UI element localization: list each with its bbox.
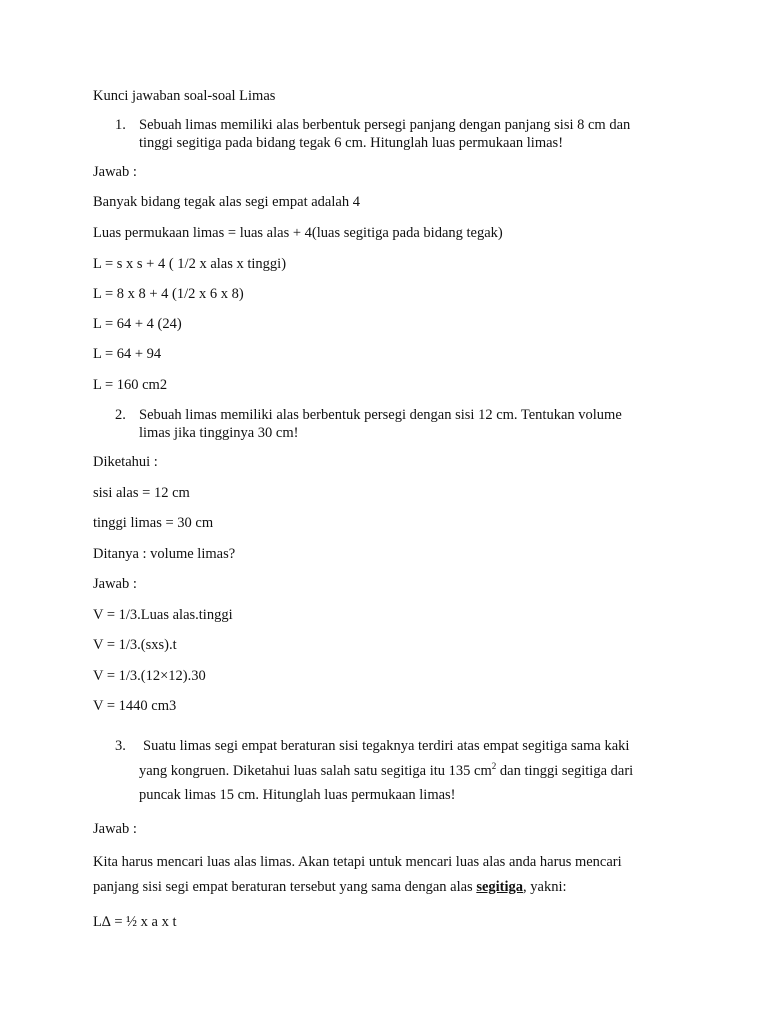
answer-3-para-line-1: Kita harus mencari luas alas limas. Akan tetapi untuk mencari luas alas anda harus mencari bbox=[93, 854, 622, 870]
answer-2-line: V = 1/3.(12×12).30 bbox=[93, 668, 206, 684]
answer-2-line: sisi alas = 12 cm bbox=[93, 485, 190, 501]
answer-2-line: Ditanya : volume limas? bbox=[93, 546, 236, 562]
answer-1-line: L = 160 cm2 bbox=[93, 377, 168, 393]
answer-3-formula: L∆ = ½ x a x t bbox=[93, 914, 177, 930]
answer-2-line: V = 1440 cm3 bbox=[93, 698, 177, 714]
question-2-number: 2. bbox=[115, 407, 126, 423]
question-1-number: 1. bbox=[115, 117, 126, 133]
question-1-text bbox=[139, 116, 674, 152]
answer-1-line: Luas permukaan limas = luas alas + 4(luas segitiga pada bidang tegak) bbox=[93, 225, 503, 241]
answer-3-para-line-2-end: , yakni: bbox=[523, 879, 567, 895]
question-2-text bbox=[139, 406, 674, 442]
answer-1-line: Jawab : bbox=[93, 164, 137, 180]
question-3-line-3: puncak limas 15 cm. Hitunglah luas permukaan limas! bbox=[139, 787, 456, 803]
segitiga-keyword: segitiga bbox=[476, 879, 524, 895]
answer-2-line: V = 1/3.Luas alas.tinggi bbox=[93, 607, 233, 623]
answer-1-line: L = 64 + 94 bbox=[93, 346, 162, 362]
answer-1-line: Banyak bidang tegak alas segi empat adalah 4 bbox=[93, 194, 360, 210]
answer-2-line: Diketahui : bbox=[93, 454, 158, 470]
question-1-line-2: tinggi segitiga pada bidang tegak 6 cm. Hitunglah luas permukaan limas! bbox=[139, 135, 564, 151]
document-title: Kunci jawaban soal-soal Limas bbox=[93, 88, 276, 104]
answer-1-line: L = 64 + 4 (24) bbox=[93, 316, 182, 332]
question-3-number: 3. bbox=[115, 738, 126, 754]
question-3-line-2-text: yang kongruen. Diketahui luas salah satu segitiga itu 135 cm bbox=[139, 763, 492, 779]
question-3-line-2 bbox=[139, 762, 633, 780]
answer-3-jawab: Jawab : bbox=[93, 821, 137, 837]
answer-3-para-line-2 bbox=[93, 878, 673, 896]
question-1-line-1: Sebuah limas memiliki alas berbentuk persegi panjang dengan panjang sisi 8 cm dan bbox=[139, 117, 631, 133]
question-2-line-2: limas jika tingginya 30 cm! bbox=[139, 425, 299, 441]
answer-2-line: Jawab : bbox=[93, 576, 137, 592]
answer-2-line: tinggi limas = 30 cm bbox=[93, 515, 214, 531]
answer-3-para-line-2-text: panjang sisi segi empat beraturan tersebut yang sama dengan alas bbox=[93, 879, 477, 895]
answer-1-line: L = 8 x 8 + 4 (1/2 x 6 x 8) bbox=[93, 286, 244, 302]
answer-1-line: L = s x s + 4 ( 1/2 x alas x tinggi) bbox=[93, 256, 287, 272]
question-2-line-1: Sebuah limas memiliki alas berbentuk persegi dengan sisi 12 cm. Tentukan volume bbox=[139, 407, 622, 423]
question-3-line-1: Suatu limas segi empat beraturan sisi tegaknya terdiri atas empat segitiga sama kaki bbox=[143, 738, 630, 754]
answer-2-line: V = 1/3.(sxs).t bbox=[93, 637, 177, 653]
question-3-line-2-text-end: dan tinggi segitiga dari bbox=[496, 763, 634, 779]
superscript: 2 bbox=[491, 761, 497, 771]
